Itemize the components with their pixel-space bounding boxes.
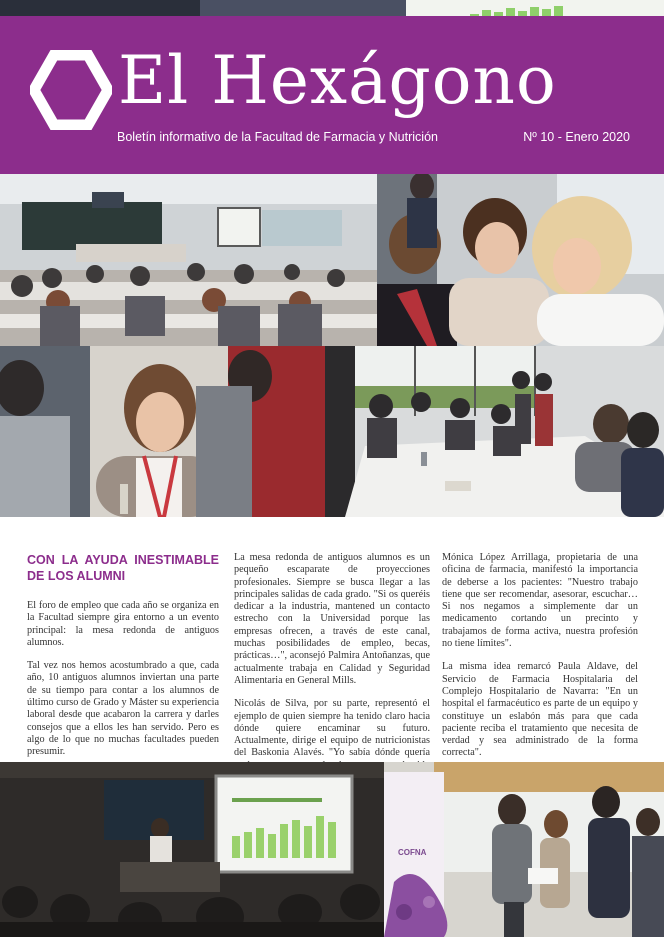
photo-woman-with-lanyard [0, 346, 325, 517]
article-paragraph: Tal vez nos hemos acostumbrado a que, cada año, 10 antiguos alumnos inviertan una parte de su tiempo para contar a los alumnos de último curso de Grado y Máster su experiencia laboral desde que acabaron la carrera y darles consejos que a ellos les han servido. Pero es algo de lo que no muchas facultades pueden presumir. [27, 660, 219, 758]
newsletter-title: El Hexágono [118, 42, 557, 119]
article-paragraph: Nicolás de Silva, por su parte, representó el ejemplo de quien siempre ha tenido claro hacia dónde quiere encaminar su futuro. Actualmente, dirige el equipo de nutricionistas del Baskonia Alavés. "Yo sabía dónde quería [234, 698, 430, 759]
article-paragraph: Mónica López Arrillaga, propietaria de una oficina de farmacia, manifestó la importancia de deberse a los pacientes: "Nuestro trabajo tiene que ser recomendar, asesorar, escuchar… Si nos negamos a simplemente dar un medicamento cortando un precinto y trabajamos de forma activa, nuestra profesión no tiene límites". [442, 552, 638, 650]
newsletter-subtitle: Boletín informativo de la Facultad de Farmacia y Nutrición [117, 130, 438, 144]
article-headline: CON LA AYUDA INESTIMABLE DE LOS ALUMNI [27, 553, 219, 583]
article-paragraph: La mesa redonda de antiguos alumnos es un pequeño escaparate de proyecciones profesionales. Siempre se busca llegar a las principales salidas de cada grado. "Si os queréis dedicar a la industria, mantened un contacto estrecho con la Universidad porque las empresas ofrecen, a través de este canal, muchas posibilidades de empleo, becas, prácticas…", aconsejó Palmira Antoñanzas, que actualmente trabaja en Calidad y Seguridad Alimentaria en General Mills. [234, 552, 430, 686]
photo-cofna-banner [384, 762, 664, 937]
article-column-1 [27, 552, 219, 770]
photo-table-discussion [325, 346, 664, 517]
top-photo-strip [0, 0, 664, 16]
hexagon-icon [30, 50, 112, 130]
issue-number: Nº 10 - Enero 2020 [523, 130, 630, 144]
photo-lecture-hall [0, 174, 377, 346]
article-paragraph: La misma idea remarcó Paula Aldave, del Servicio de Farmacia Hospitalaria del Complejo Hospitalario de Navarra: "En un hospital el farmacéutico es parte de un equipo y constituye un eslabón más para que cada paciente reciba el tratamiento que necesita de verdad y sea administrado de la forma correcta". [442, 661, 638, 759]
banner-brand-text: COFNA [398, 848, 427, 857]
photo-auditorium-projection [0, 762, 384, 937]
article-paragraph: El foro de empleo que cada año se organiza en la Facultad siempre gira entorno a un evento principal: la mesa redonda de antiguos alumnos. [27, 600, 219, 648]
photo-attendees-smiling [377, 174, 664, 346]
